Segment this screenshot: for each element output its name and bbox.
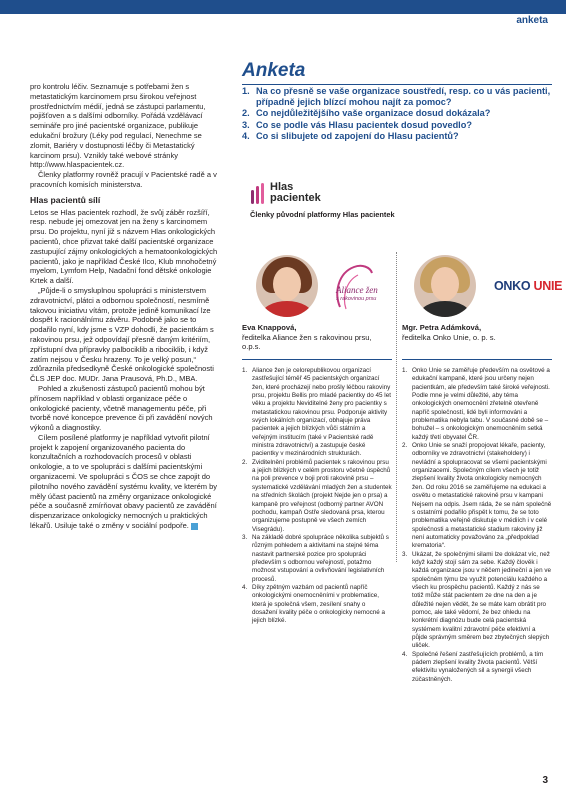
respondent-name bbox=[242, 323, 392, 352]
body-paragraph: „Půjde-li o smysluplnou spolupráci s ministerstvem zdravotnictví, plátci a odbornou společností, nesmírně takovou iniciativu vítám, protože jedině komunikací lze dospět k racionálnímu závěru. Podobně jako se to podařilo nyní, kdy jsme s VZP dohodli, že pacientkám s rakovinou prsu, jež odpovídají přesně daným kritériím, zpřístupní dva přípravky palbociklib a ribociklib, i když zatím nejsou v Česku hrazeny. To je velký posun,“ zdůraznila předsedkyně České onkologické společnosti ČLS JEP doc. MUDr. Jana Prausová, Ph.D., MBA. bbox=[30, 285, 214, 384]
question-item bbox=[242, 108, 552, 119]
body-paragraph: Letos se Hlas pacientek rozhodl, že svůj záběr rozšíří, resp. nebude jej omezovat jen na ženy s karcinomem prsu. Do projektu, nyní již s názvem Hlas onkologických pacientů, chce přizvat také další pacientské organizace zastupující zájmy onkologických a hematoonkologických pacientů, jako je například České Ilco, Klub mnohočetný myelom, Lymfom Help, Nadační fond dětské onkologie Krtek a další. bbox=[30, 207, 218, 286]
page-number: 3 bbox=[542, 775, 548, 786]
portrait-photo bbox=[256, 255, 318, 317]
answer-item bbox=[402, 367, 552, 442]
question-text: Co se podle vás Hlasu pacientek dosud povedlo? bbox=[256, 119, 472, 130]
section-heading: Hlas pacientů sílí bbox=[30, 194, 101, 205]
aliance-logo-subtext: s rakovinou prsu bbox=[336, 296, 377, 302]
answer-item bbox=[402, 442, 552, 550]
divider bbox=[242, 84, 552, 85]
answer-text: Ukázat, že společnými silami lze dokázat víc, než když každý stojí sám za sebe. Každý člověk i každá organizace jsou v něčem jedineční a jen ve společném týmu lze využít potenciálu každého a všech ku prospěchu pacientů. Každý z nás se totiž může stát pacientem ze dne na den a je důležité nejen vědět, že se máte kam obrátit pro pomoc, ale také vědomí, že bez ohledu na konkrétní diagnózu bude celá pacientská systémem kvalitní zdravotní péče efektivní a půjde správným směrem bez zbytečných slepých uliček. bbox=[412, 550, 551, 650]
answer-text: Na základě dobré spolupráce několika subjektů s různým pohledem a aktivitami na stejné téma nastavit partnerské pozice pro spolupráci především s odbornou veřejností, potažmo možnost vstupování a ovlivňování legislativních procesů. bbox=[252, 533, 389, 583]
answer-item bbox=[242, 367, 392, 459]
respondent-name-text: Mgr. Petra Adámková, bbox=[402, 323, 482, 332]
answer-text: Onko Unie se snaží propojovat lékaře, pacienty, odborníky ve zdravotnictví (stakeholdery) i nevládní a spolupracovat se všemi pacientskými organizacemi. Společným cílem všech je totiž zlepšení kvality života onkologicky nemocných žen. Od roku 2016 se zaměřujeme na edukaci a osvětu o metastatické rakovině prsu v kampani Nejsem na odpis. Jsem ráda, že se nám společně s ostatními podařilo přispět k tomu, že se toto problematika veřejně diskutuje v médiích i v celé společnosti a metastatické stadium rakoviny již není automaticky považováno za „předpoklad krematoria“. bbox=[412, 442, 552, 550]
hlas-pacientek-logo bbox=[250, 182, 330, 208]
question-text: Co nejdůležitějšího vaše organizace dosud dokázala? bbox=[256, 108, 491, 119]
answer-text: Aliance žen je celorepublikovou organizací zastřešující téměř 45 pacientských organizací žen, které procházejí nebo prošly léčbou rakoviny prsu, projektu Bellis pro mladé pacientky do 45 let věku a projektu Neviditelné ženy pro pacientky s metastatickou rakovinou prsu. Podporuje aktivity svých lokálních organizací, obhajuje práva pacientek a jejich blízkých vůči státním a veřejným institucím (také v Pacientské radě ministra zdravotnictví) a zastupuje české pacientky v mezinárodních strukturách. bbox=[252, 367, 391, 458]
answer-list bbox=[402, 367, 552, 684]
question-number: 4. bbox=[242, 130, 250, 141]
answer-item bbox=[402, 651, 552, 684]
answer-text: Díky zpětným vazbám od pacientů napříč onkologickými onemocněními v problematice, která je společná všem, zesílení snahy o dosažení kvality péče o onkologicky nemocné a jejich blízké. bbox=[252, 583, 386, 625]
answer-text: Společné řešení zastřešujících problémů, a tím pádem zlepšení kvality života pacientů. Větší efektivitu vynaložených sil a synergii všech zúčastněných. bbox=[412, 650, 544, 683]
answer-number: 3. bbox=[402, 550, 408, 558]
section-label: anketa bbox=[516, 15, 548, 26]
header-bar bbox=[0, 0, 566, 14]
end-mark-icon bbox=[191, 523, 198, 530]
question-number: 1. bbox=[242, 86, 250, 96]
intro-paragraph: Členky platformy rovněž pracují v Pacientské radě a v pracovních komisích ministerstva. bbox=[30, 170, 217, 189]
divider bbox=[402, 359, 552, 360]
onko-logo-text: ONKO bbox=[494, 279, 531, 293]
respondent-role: ředitelka Aliance žen s rakovinou prsu, o.p.s. bbox=[242, 332, 372, 352]
hlas-subtitle: Členky původní platformy Hlas pacientek bbox=[250, 210, 395, 219]
hlas-pacientek-block bbox=[250, 181, 395, 219]
answer-number: 2. bbox=[402, 442, 408, 450]
answer-item bbox=[402, 551, 552, 651]
answer-text: Zviditelnění problémů pacientek s rakovinou prsu a jejich blízkých v celém prostoru včetně úspěchů na poli prevence v boji proti rakovině prsu – systematické vzdělávání mladých žen a studentek na středních školách (projekt Nejde jen o prsa) a kampaně pro veřejnost (odborný partner AVON pochodu, kampaň Ostře sledovaná prsa, kterou organizujeme postupně ve všech zemích Visegrádu). bbox=[252, 458, 392, 533]
answer-number: 4. bbox=[242, 583, 248, 591]
body-paragraph bbox=[30, 433, 220, 531]
left-column bbox=[30, 82, 220, 531]
question-list bbox=[242, 86, 552, 142]
answer-item bbox=[242, 459, 392, 534]
hlas-logo-text bbox=[270, 182, 321, 204]
question-text: Co si slibujete od zapojení do Hlasu pacientů? bbox=[256, 130, 459, 141]
intro-paragraph: pro kontrolu léčiv. Seznamuje s potřebami žen s metastatickým karcinomem prsu širokou veřejnost prostřednictvím médií, jedná se zástupci parlamentu, pojišťoven a s dalšími odborníky. Pořádá vzdělávací semináře pro jiné pacientské organizace, publikuje edukační brožury (Léky pod regulací, Nenechme se zlomit, Bariéry v dostupnosti léčby či Metastatický karcinom prsu). Vznikly také webové stránky http://www.hlaspacientek.cz. bbox=[30, 82, 206, 170]
column-divider bbox=[396, 252, 397, 562]
answer-number: 4. bbox=[402, 650, 408, 658]
hlas-logo-line: pacientek bbox=[270, 192, 321, 204]
respondent-role: ředitelka Onko Unie, o. p. s. bbox=[402, 332, 496, 342]
answer-number: 1. bbox=[402, 367, 408, 374]
answer-number: 3. bbox=[242, 533, 248, 541]
respondent-name-text: Eva Knappová, bbox=[242, 323, 297, 332]
anketa-title: Anketa bbox=[242, 60, 306, 81]
portrait-photo bbox=[414, 255, 476, 317]
question-item bbox=[242, 131, 552, 142]
respondent-name bbox=[402, 323, 552, 342]
onko-unie-logo bbox=[494, 279, 562, 293]
answer-item bbox=[242, 584, 392, 626]
question-number: 3. bbox=[242, 119, 250, 130]
answer-number: 2. bbox=[242, 458, 248, 466]
hlas-logo-icon bbox=[250, 182, 268, 206]
aliance-zen-logo bbox=[332, 263, 388, 313]
answer-list bbox=[242, 367, 392, 626]
answer-item bbox=[242, 534, 392, 584]
unie-logo-text: UNIE bbox=[533, 279, 563, 293]
question-item bbox=[242, 120, 552, 131]
question-number: 2. bbox=[242, 108, 250, 119]
aliance-logo-text: Aliance žen bbox=[336, 285, 378, 295]
body-paragraph: Pohled a zkušenosti zástupců pacientů mohou být přínosem například v oblasti organizace péče o onkologické pacienty, včetně managementu péče, při tvorbě nové koncepce prevence či při zavádění nových výkonů a diagnostiky. bbox=[30, 383, 213, 433]
hlas-logo-line: Hlas bbox=[270, 181, 294, 193]
question-text: Na co přesně se vaše organizace soustředí, resp. co u vás pacienti, případně jejich blízcí mohou najít za pomoc? bbox=[256, 86, 551, 108]
divider bbox=[242, 359, 392, 360]
question-item bbox=[242, 86, 552, 108]
answer-text: Onko Unie se zaměřuje především na osvětové a edukační kampaně, které jsou určeny nejen pacientkám, ale především také široké veřejnosti. Podle mne je velmi důležité, aby téma onkologických onemocnění zřetelně otevřeně napříč společností, lidé byli informováni a problematika nebyla tabu. V současné době se – bohužel – s onkologickým onemocněním setká každý třetí obyvatel ČR. bbox=[412, 367, 550, 441]
body-paragraph-text: Cílem posílené platformy je například vytvořit pilotní projekt k zapojení organizovaného pacienta do konzultačních a rozhodovacích procesů v oblasti onkologie, a to ve spolupráci s dalšími pacientskými organizacemi. Ve spolupráci s ČOS se chce zapojit do pilotního nového zavádění systému kvality, ve kterém by měly účast pacientů na změny organizace onkologické péče a současně zmírňovat obavy pacientů ze zavádění dispenzarizace onkologicky nemocných u praktických lékařů. Usiluje také o změny v sociální podpoře. bbox=[30, 432, 218, 531]
answer-number: 1. bbox=[242, 367, 248, 374]
